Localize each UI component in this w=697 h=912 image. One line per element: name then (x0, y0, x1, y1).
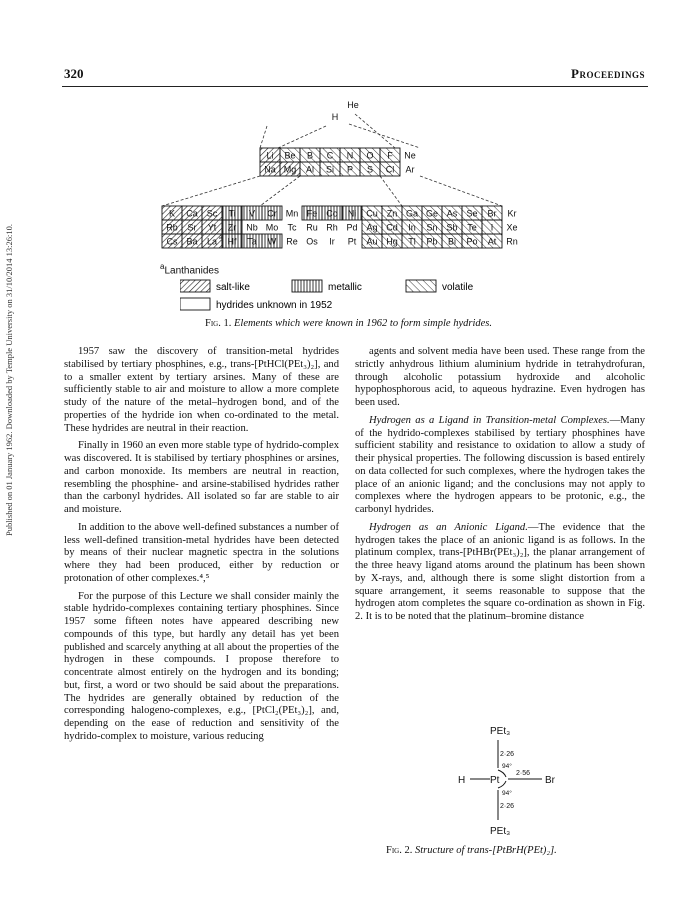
element-symbol-zr: Zr (227, 222, 237, 233)
element-symbol-kr: Kr (507, 208, 517, 219)
element-symbol-at: At (487, 236, 497, 247)
element-symbol-ir: Ir (329, 236, 335, 247)
element-symbol-in: In (408, 222, 416, 233)
legend-label-salt-like: salt-like (216, 282, 250, 293)
fig2-distance-right: 2·56 (516, 770, 531, 777)
lanthanides-note (160, 262, 219, 276)
figure-1-caption-text: Elements which were known in 1962 to form simple hydrides. (233, 318, 492, 329)
element-symbol-ag: Ag (366, 222, 378, 233)
section-heading-anionic: Hydrogen as an Anionic Ligand. (369, 521, 528, 533)
right-paragraph-3-text: —The evidence that the hydrogen takes the place of an anionic ligand is as follows. In the platinum complex, trans-[PtHBr(PEt₃)₂], the planar arrangement of the three heavy ligand atoms around the platinum has been shown by X-rays, and, although there is some slight distortion from a square arrangement, it seems reasonable to suppose that the hydrogen atom completes the square co-ordination as shown in Fig. 2. It is to be noted that the platinum–bromine distance (355, 521, 645, 622)
element-symbol-pd: Pd (346, 222, 358, 233)
element-symbol-ca: Ca (186, 208, 198, 219)
right-paragraph-3 (355, 522, 645, 624)
fig2-right-atom: Br (545, 775, 555, 786)
download-notice-text: Published on 01 January 1962. Downloaded by Temple University on 31/10/2014 13:26:10. (4, 223, 14, 537)
right-column (355, 346, 645, 629)
element-symbol-k: K (168, 208, 176, 219)
element-symbol-ar: Ar (405, 164, 415, 175)
figure-1-legend (180, 278, 540, 312)
element-symbol-ti: Ti (228, 208, 236, 219)
legend-swatch-volatile (406, 280, 436, 292)
element-symbol-sb: Sb (446, 222, 458, 233)
lanthanide-mark: a (219, 235, 223, 241)
element-symbol-rh: Rh (326, 222, 338, 233)
element-symbol-se: Se (466, 208, 478, 219)
fig2-center-atom: Pt (490, 775, 500, 786)
element-symbol-rb: Rb (166, 222, 178, 233)
element-symbol-cu: Cu (366, 208, 378, 219)
element-symbol-au: Au (366, 236, 378, 247)
figure-2-structure (450, 718, 570, 843)
element-symbol-tc: Tc (287, 222, 297, 233)
element-symbol-ni: Ni (347, 208, 357, 219)
legend-label-unknown: hydrides unknown in 1952 (216, 300, 333, 311)
element-symbol-hg: Hg (386, 236, 398, 247)
element-symbol-cd: Cd (386, 222, 398, 233)
left-column (64, 346, 339, 749)
element-symbol-re: Re (286, 236, 298, 247)
fig2-angle-top: 94° (502, 763, 512, 770)
left-paragraph-2: Finally in 1960 an even more stable type of hydrido-complex was discovered. It is stabilised by tertiary phosphines or arsines, and carbon monoxide. Its members are neutral in reaction, resembling the phosphine- and arsine-stabilised hydrides rather than the carbonyl hydrides. All isolated so far are stable to air and moisture. (64, 440, 339, 515)
element-symbol-c: C (326, 150, 334, 161)
element-symbol-te: Te (467, 222, 477, 233)
element-symbol-al: Al (305, 164, 315, 175)
fig2-distance-top: 2·26 (500, 751, 515, 758)
element-symbol-nb: Nb (246, 222, 258, 233)
element-symbol-yt: Yt (207, 222, 217, 233)
lanthanides-mark: a (160, 262, 165, 271)
element-symbol-cr: Cr (267, 208, 277, 219)
element-symbol-mo: Mo (265, 222, 279, 233)
element-symbol-v: V (248, 208, 256, 219)
legend-label-volatile: volatile (442, 282, 474, 293)
fig2-distance-bottom: 2·26 (500, 803, 515, 810)
element-symbol-f: F (387, 150, 393, 161)
section-heading-ligand: Hydrogen as a Ligand in Transition-metal Complexes. (369, 414, 610, 426)
right-paragraph-2 (355, 415, 645, 517)
element-symbol-na: Na (264, 164, 276, 175)
fig2-bottom-ligand: PEt₃ (490, 826, 511, 837)
element-symbol-br: Br (487, 208, 497, 219)
element-symbol-co: Co (326, 208, 338, 219)
download-notice (1, 160, 17, 600)
element-symbol-b: B (306, 150, 314, 161)
header-rule (62, 86, 648, 87)
element-symbol-sc: Sc (206, 208, 218, 219)
running-head: Proceedings (571, 66, 645, 81)
element-symbol-he: He (347, 100, 359, 110)
element-symbol-pb: Pb (426, 236, 438, 247)
figure-1-caption (205, 318, 492, 329)
element-symbol-ta: Ta (247, 236, 257, 247)
left-paragraph-3: In addition to the above well-defined substances a number of less well-defined transition-metal hydrides have been detected by means of their nuclear magnetic spectra in the solutions where they had been produced, either by reduction or protonation of other complexes.⁴,⁵ (64, 521, 339, 584)
element-symbol-si: Si (325, 164, 335, 175)
fig2-angle-bottom: 94° (502, 790, 512, 797)
element-symbol-li: Li (266, 150, 274, 161)
element-symbol-n: N (346, 150, 354, 161)
right-paragraph-2-text: —Many of the hydrido-complexes stabilised by tertiary phosphines have sufficient stability and resistance to oxidation to allow a study of their physical properties. The following discussion is based entirely on data collected for such complexes, where the hydrogen takes the place of an anionic ligand; and the conclusions may not apply to complexes where the hydrogen appears to be protonic, e.g., the carbonyl hydrides. (355, 414, 645, 515)
element-symbol-w: W (267, 236, 277, 247)
element-symbol-os: Os (306, 236, 318, 247)
element-symbol-p: P (346, 164, 354, 175)
element-symbol-h: H (331, 112, 339, 122)
element-symbol-bi: Bi (447, 236, 457, 247)
element-symbol-ru: Ru (306, 222, 318, 233)
legend-swatch-salt-like (180, 280, 210, 292)
element-symbol-o: O (366, 150, 374, 161)
legend-swatch-metallic (292, 280, 322, 292)
element-symbol-xe: Xe (506, 222, 518, 233)
figure-2-caption-text: Structure of trans-[PtBrH(PEt)₂]. (414, 845, 557, 856)
lanthanides-note-text: Lanthanides (164, 265, 219, 277)
fig2-top-ligand: PEt₃ (490, 726, 511, 737)
legend-label-metallic: metallic (328, 282, 362, 293)
element-symbol-zn: Zn (386, 208, 398, 219)
element-symbol-pt: Pt (347, 236, 357, 247)
element-symbol-cs: Cs (166, 236, 178, 247)
figure-2-caption (386, 845, 557, 856)
element-symbol-ne: Ne (404, 150, 416, 161)
element-symbol-hf: Hf (227, 236, 237, 247)
element-symbol-sn: Sn (426, 222, 438, 233)
element-symbol-rn: Rn (506, 236, 518, 247)
element-symbol-sr: Sr (187, 222, 197, 233)
element-symbol-ba: Ba (186, 236, 198, 247)
element-symbol-po: Po (466, 236, 478, 247)
element-symbol-mn: Mn (285, 208, 299, 219)
element-symbol-s: S (366, 164, 374, 175)
legend-swatch-unknown (180, 298, 210, 310)
element-symbol-ga: Ga (405, 208, 419, 219)
element-symbol-tl: Tl (408, 236, 416, 247)
fig2-left-atom: H (458, 775, 466, 786)
element-symbol-fe: Fe (306, 208, 318, 219)
element-symbol-mg: Mg (283, 164, 297, 175)
page-number: 320 (64, 66, 84, 81)
figure-1-caption-label: Fig. 1. (205, 318, 232, 329)
left-paragraph-4: For the purpose of this Lecture we shall consider mainly the stable hydrido-complexes containing tertiary phosphines. Since 1957 some fifteen notes have appeared describing new compounds of this type, but hardly any detail has yet been published and scarcely anything at all about the properties of the hydrogen in these compounds. I propose therefore to concentrate almost entirely on the hydrogen and its bonding; but, first, a word or two should be said about the preparations. The hydrides are generally obtained by reduction of the corresponding halogeno-complexes, e.g., [PtCl₂(PEt₃)₂], and, depending on the ease of reduction and sensitivity of the hydrido-complex to moisture, various reducing (64, 590, 339, 742)
figure-2-caption-label: Fig. 2. (386, 845, 413, 856)
figure-1-periodic-table (150, 96, 550, 256)
element-symbol-ge: Ge (425, 208, 439, 219)
left-paragraph-1: 1957 saw the discovery of transition-metal hydrides stabilised by tertiary phosphines, e.g., trans-[PtHCl(PEt₃)₂], and to a smaller extent by tertiary arsines. Many of these are sufficiently stable to air and moisture to allow a more complete study of the nature of the metal–hydrogen bond, and of the properties of the hydride ion when co-ordinated to the metal. These hydrides are neutral in their reaction. (64, 346, 339, 434)
element-symbol-as: As (446, 208, 458, 219)
right-paragraph-1: agents and solvent media have been used. These range from the strictly anhydrous lithium aluminium hydride in tetrahydrofuran, through alcoholic potassium hydroxide and alcoholic hypophosphorous acid, to aqueous hydrazine. Even hydrogen has been used. (355, 346, 645, 408)
element-symbol-cl: Cl (385, 164, 395, 175)
element-symbol-i: I (490, 222, 494, 233)
element-symbol-la: La (206, 236, 218, 247)
element-symbol-be: Be (284, 150, 296, 161)
